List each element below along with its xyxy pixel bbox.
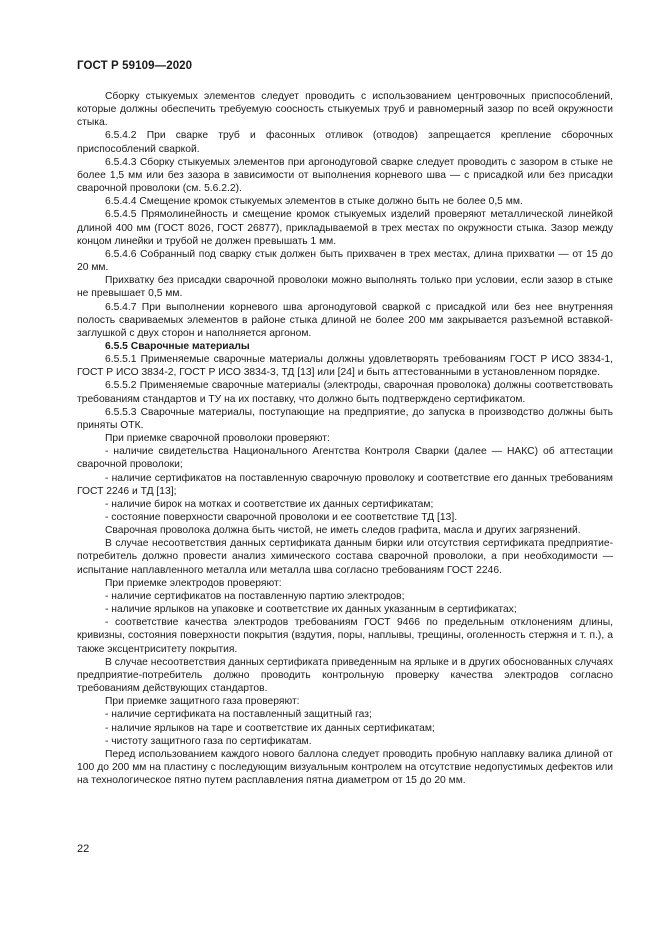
paragraph: 6.5.4.4 Смещение кромок стыкуемых элементов в стыке должно быть не более 0,5 мм. <box>105 196 523 208</box>
list-item: - состояние поверхности сварочной проволоки и ее соответствие ТД [13]. <box>105 512 458 523</box>
list-item: - наличие ярлыков на таре и соответствие их данных сертификатам; <box>105 722 435 734</box>
list-item: - наличие сертификатов на поставленную партию электродов; <box>105 590 405 602</box>
paragraph: 6.5.5.1 Применяемые сварочные материалы должны удовлетворять требованиям ГОСТ Р ИСО 3834-1, ГОСТ Р ИСО 3834-2, ГОСТ Р ИСО 3834-3, ТД [13] или [24] и быть аттестованными в установленном порядке. <box>77 354 613 379</box>
list-item: - наличие сертификата на поставленный защитный газ; <box>105 709 372 721</box>
paragraph: При приемке сварочной проволоки проверяют: <box>105 433 330 445</box>
paragraph: 6.5.5.2 Применяемые сварочные материалы (электроды, сварочная проволока) должны соответствовать требованиям стандартов и ТУ на их поставку, что должно быть подтверждено сертификатом. <box>77 380 613 405</box>
section-heading: 6.5.5 Сварочные материалы <box>105 340 250 352</box>
paragraph: Сварочная проволока должна быть чистой, не иметь следов графита, масла и других загрязнений. <box>105 525 581 537</box>
paragraph: При приемке электродов проверяют: <box>105 577 282 589</box>
paragraph: 6.5.4.5 Прямолинейность и смещение кромок стыкуемых изделий проверяют металлической линейкой длиной 400 мм (ГОСТ 8026, ГОСТ 26877), прикладываемой в трех местах по окружности стыка. Зазор между концом линейки и трубой не должен превышать 1 мм. <box>77 209 613 247</box>
paragraph: Прихватку без присадки сварочной проволоки можно выполнять только при условии, если зазор в стыке не превышает 0,5 мм. <box>77 275 613 300</box>
paragraph: 6.5.5.3 Сварочные материалы, поступающие на предприятие, до запуска в производство должны быть приняты ОТК. <box>77 406 613 431</box>
list-item: - наличие свидетельства Национального Агентства Контроля Сварки (далее — НАКС) об аттестации сварочной проволоки; <box>77 446 613 471</box>
paragraph: В случае несоответствия данных сертификата данным бирки или отсутствия сертификата предприятие-потребитель должно провести анализ химического состава сварочной проволоки, а при необходимости — испытание наплавленного металла или металла шва согласно требованиям ГОСТ 2246. <box>77 538 613 576</box>
paragraph: 6.5.4.6 Собранный под сварку стык должен быть прихвачен в трех местах, длина прихватки — от 15 до 20 мм. <box>77 248 613 274</box>
paragraph: 6.5.4.3 Сборку стыкуемых элементов при аргонодуговой сварке следует проводить с зазором в стыке не более 1,5 мм или без зазора в зависимости от выполнения корневого шва — с присадкой или без присадки сварочной проволоки (см. 5.6.2.2). <box>77 156 613 195</box>
paragraph: В случае несоответствия данных сертификата приведенным на ярлыке и в других обоснованных случаях предприятие-потребитель должно проводить контрольную проверку качества электродов согласно требованиям действующих стандартов. <box>77 656 613 695</box>
document-body <box>77 90 613 787</box>
document-header: ГОСТ Р 59109—2020 <box>77 60 193 72</box>
list-item: - наличие сертификатов на поставленную сварочную проволоку и соответствие его данных требованиям ГОСТ 2246 и ТД [13]; <box>77 472 613 497</box>
list-item: - наличие бирок на мотках и соответствие их данных сертификатам; <box>105 498 434 510</box>
paragraph: 6.5.4.7 При выполнении корневого шва аргонодуговой сваркой с присадкой или без нее внутренняя полость свариваемых элементов в районе стыка длиной не более 200 мм закрывается разъемной вставкой-заглушкой с двух сторон и наполняется аргоном. <box>77 301 613 339</box>
paragraph: 6.5.4.2 При сварке труб и фасонных отливок (отводов) запрещается крепление сборочных приспособлений сваркой. <box>77 130 613 155</box>
paragraph: Сборку стыкуемых элементов следует проводить с использованием центровочных приспособлений, которые должны обеспечить требуемую соосность стыкуемых труб и равномерный зазор по всей окружности стыка. <box>77 91 613 129</box>
list-item: - наличие ярлыков на упаковке и соответствие их данных указанным в сертификатах; <box>105 604 517 616</box>
paragraph: При приемке защитного газа проверяют: <box>105 696 300 708</box>
page-number: 22 <box>77 843 90 855</box>
list-item: - чистоту защитного газа по сертификатам. <box>105 735 312 747</box>
list-item: - соответствие качества электродов требованиям ГОСТ 9466 по предельным отклонениям длины, кривизны, состояния поверхности покрытия (вздутия, поры, наплывы, трещины, оголенность стержня и т. п.), а также эксцентриситету покрытия. <box>77 617 613 655</box>
paragraph: Перед использованием каждого нового баллона следует проводить пробную наплавку валика длиной от 100 до 200 мм на пластину с последующим визуальным контролем на отсутствие недопустимых дефектов или на технологическое пятно путем расплавления пятна диаметром от 15 до 20 мм. <box>77 748 613 787</box>
